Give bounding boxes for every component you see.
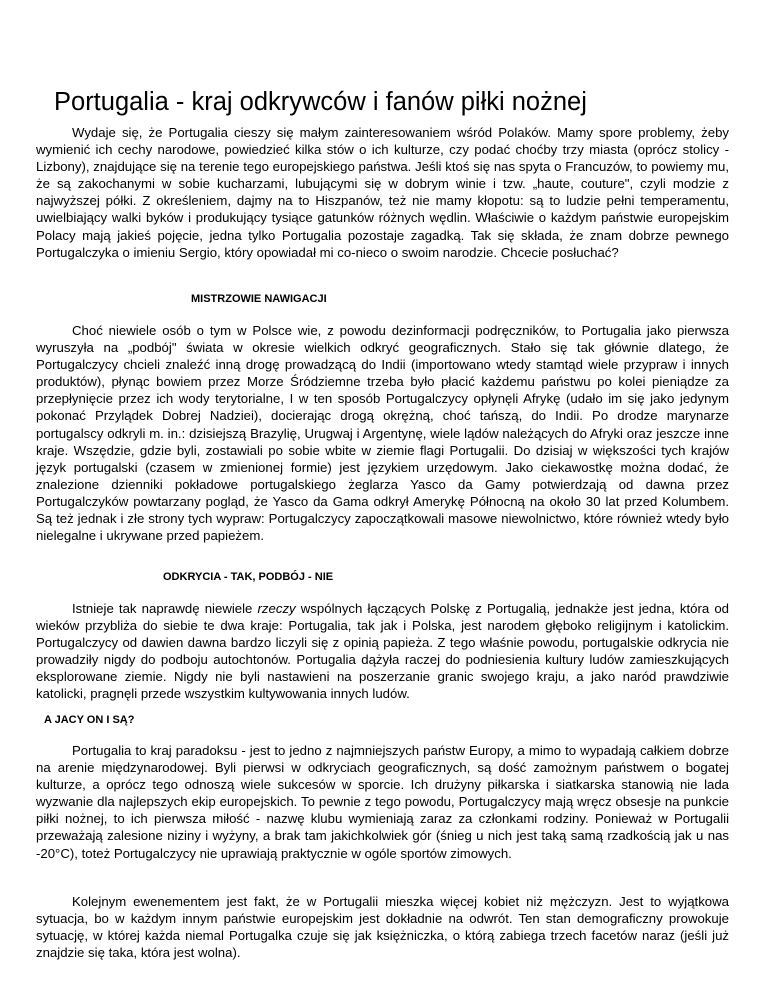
emphasized-word: rzeczy — [257, 601, 296, 616]
section-heading-discoveries: ODKRYCIA - TAK, PODBÓJ - NIE — [163, 571, 334, 583]
section-who-paragraph-1: Portugalia to kraj paradoksu - jest to jedno z najmniejszych państw Europy, a mimo to wypadają całkiem dobrze na arenie międzynarodowej. Byli pierwsi w odkryciach geograficznych, są dość zamożnym państwem o bogatej kulturze, a oprócz tego odnoszą wiele sukcesów w sporcie. Ich drużyny piłkarska i siatkarska stanowią nie lada wyzwanie dla najlepszych ekip europejskich. To pewnie z tego powodu, Portugalczycy mają wręcz obsesje na punkcie piłki nożnej, to ich pierwsza miłość - nazwę klubu wymieniają zaraz za członkami rodziny. Ponieważ w Portugalii przeważają zalesione niziny i wyżyny, a brak tam jakichkolwiek gór (śnieg u nich jest taką samą rzadkością jak u nas -20°C), toteż Portugalczycy nie uprawiają praktycznie w ogóle sportów zimowych. — [36, 743, 729, 861]
section-who-paragraph-2: Kolejnym ewenementem jest fakt, że w Portugalii mieszka więcej kobiet niż mężczyzn. Jest to wyjątkowa sytuacja, bo w każdym innym państwie europejskim jest dokładnie na odwrót. Ten stan demograficzny prowokuje sytuację, w której każda niemal Portugalka czuje się jak księżniczka, o którą zabiega trzech facetów naraz (jeśli już znajdzie się taka, która jest wolna). — [36, 894, 729, 961]
section-heading-who-are-they: A JACY ON I SĄ? — [44, 714, 135, 726]
paragraph-text-end: wspólnych łączących Polskę z Portugalią, jednakże jest jedna, która od wieków przybliża do siebie te dwa kraje: Portugalia, tak jak i Polska, jest narodem głęboko religijnym i katolickim. Portugalczycy od dawien dawna bardzo liczyli się z opinią papieża. Z tego właśnie powodu, portugalskie odkrycia nie prowadziły nigdy do podboju autochtonów. Portugalia dążyła raczej do podniesienia kultury ludów zamieszkujących eksplorowane ziemie. Nigdy nie byli nastawieni na poszerzanie granic swojego kraju, a jako naród prawdziwie katolicki, pragnęli przede wszystkim kultywowania innych ludów. — [36, 601, 730, 702]
section-heading-navigation: MISTRZOWIE NAWIGACJI — [191, 293, 327, 305]
intro-paragraph: Wydaje się, że Portugalia cieszy się małym zainteresowaniem wśród Polaków. Mamy spore problemy, żeby wymienić ich cechy narodowe, powiedzieć kilka stów o ich kulturze, czy podać choćby trzy miasta (oprócz stolicy - Lizbony), znajdujące się na terenie tego europejskiego państwa. Jeśli ktoś się nas spyta o Francuzów, to powiemy mu, że są zakochanymi w sobie kucharzami, lubującymi się w dobrym winie i tzw. „haute, couture", czyli modzie z najwyższej półki. Z określeniem, dajmy na to Hiszpanów, też nie mamy kłopotu: są to ludzie pełni temperamentu, uwielbiający walki byków i produkujący tysiące gatunków różnych wędlin. Właściwie o każdym państwie europejskim Polacy mają jakieś pojęcie, jedna tylko Portugalia pozostaje zagadką. Tak się składa, że znam dobrze pewnego Portugalczyka o imieniu Sergio, który opowiadał mi co-nieco o swoim narodzie. Chcecie posłuchać? — [36, 125, 729, 260]
paragraph-text-start: Istnieje tak naprawdę niewiele — [72, 601, 258, 616]
page-title: Portugalia - kraj odkrywców i fanów piłki nożnej — [54, 88, 587, 116]
section-discoveries-paragraph — [36, 600, 729, 703]
section-navigation-paragraph: Choć niewiele osób o tym w Polsce wie, z powodu dezinformacji podręczników, to Portugalia jako pierwsza wyruszyła na „podbój" świata w okresie wielkich odkryć geograficznych. Stało się tak głównie dlatego, że Portugalczycy chcieli znaleźć inną drogę prowadzącą do Indii (importowano wtedy stamtąd wiele przypraw i innych produktów), płynąc bowiem przez Morze Śródziemne trzeba było płacić każdemu państwu po kolei pieniądze za przepłynięcie przez ich wody terytorialne, I w ten sposób Portugalczycy opłynęli Afrykę (udało im się jako jedynym pokonać Przylądek Dobrej Nadziei), docierając drogą okrężną, choć tańszą, do Indii. Po drodze marynarze portugalscy odkryli m. in.: dzisiejszą Brazylię, Urugwaj i Argentynę, wiele lądów należących do Afryki oraz jeszcze inne kraje. Wszędzie, gdzie byli, zostawiali po sobie wbite w ziemie flagi Portugalii. Do dzisiaj w większości tych krajów język portugalski (czasem w zmienionej formie) jest językiem urzędowym. Jako ciekawostkę można dodać, że znalezione dzienniki pokładowe portugalskiego żeglarza Yasco da Gamy potwierdzają od dawna przez Portugalczyków powtarzany pogląd, że Yasco da Gama odkrył Amerykę Północną na około 30 lat przed Kolumbem. Są też jednak i złe strony tych wypraw: Portugalczycy zapoczątkowali masowe niewolnictwo, które również wtedy było nielegalne i ukrywane przed papieżem. — [36, 323, 729, 544]
